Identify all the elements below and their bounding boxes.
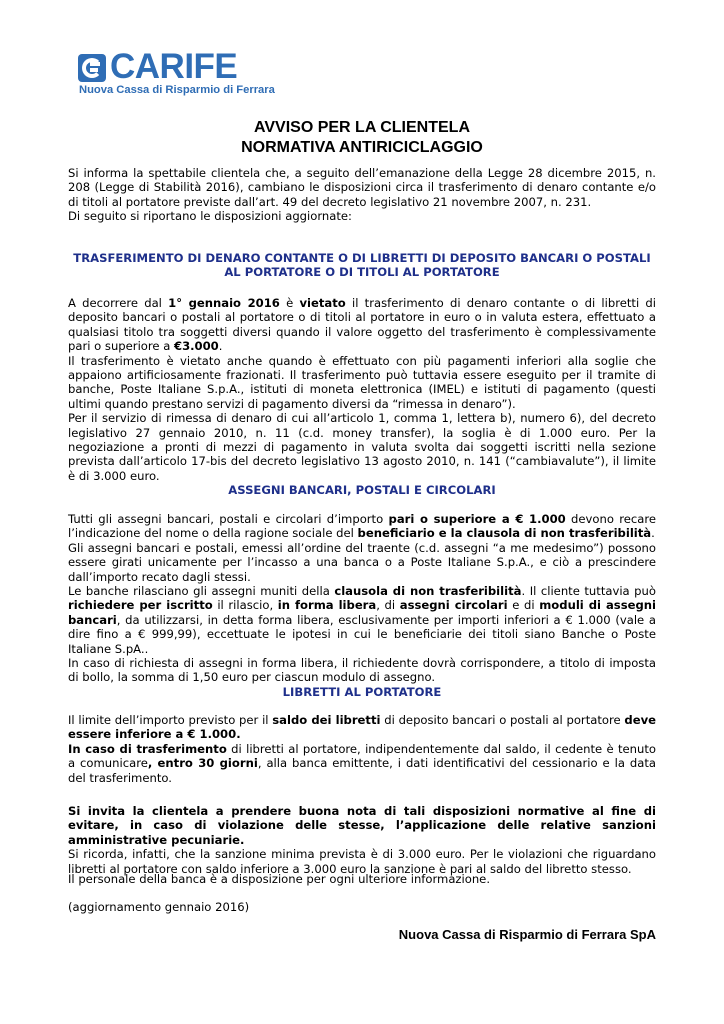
closing-info: Il personale della banca è a disposizione per ogni ulteriore informazione.: [68, 872, 490, 886]
section-heading-passbooks: LIBRETTI AL PORTATORE: [282, 685, 442, 699]
page-title-line1: AVVISO PER LA CLIENTELA: [253, 119, 470, 136]
update-note: (aggiornamento gennaio 2016): [68, 900, 250, 914]
cheques-paragraph-1: Tutti gli assegni bancari, postali e circolari d’importo pari o superiore a € 1.000 devono recare l’indicazione del nome o della ragione sociale del beneficiario e la clausola di non trasferibilità.: [68, 512, 657, 541]
closing-paragraph-1: Si ricorda, infatti, che la sanzione minima prevista è di 3.000 euro. Per le violazioni che riguardano libretti al portatore con saldo inferiore a 3.000 euro la sanzione è pari al saldo del libretto stesso.: [68, 847, 656, 876]
carife-logo: [78, 47, 275, 98]
intro-paragraph-2: Di seguito si riportano le disposizioni aggiornate:: [68, 209, 352, 224]
logo-subtitle: Nuova Cassa di Risparmio di Ferrara: [79, 84, 275, 96]
closing-section: [68, 804, 656, 876]
logo-name: CARIFE: [110, 47, 238, 86]
transfer-paragraph-1: A decorrere dal 1° gennaio 2016 è vietato il trasferimento di denaro contante o di libretti di deposito bancari o postali al portatore o di titoli al portatore in euro o in valuta estera, effettuato a qualsiasi titolo tra soggetti diversi quando il valore oggetto del trasferimento è complessivamente pari o superiore a €3.000.: [68, 296, 656, 354]
carife-logo-icon: [78, 54, 106, 82]
section-passbooks-body: [68, 713, 656, 785]
intro-paragraph: Si informa la spettabile clientela che, a seguito dell’emanazione della Legge 28 dicembre 2015, n. 208 (Legge di Stabilità 2016), cambiano le disposizioni circa il trasferimento di denaro contante e/o di titoli al portatore previste dall’art. 49 del decreto legislativo 21 novembre 2007, n. 231.: [68, 166, 656, 209]
page-title-line2: NORMATIVA ANTIRICICLAGGIO: [241, 139, 483, 156]
cheques-paragraph-3: Le banche rilasciano gli assegni muniti della clausola di non trasferibilità. Il cliente tuttavia può richiedere per iscritto il rilascio, in forma libera, di assegni circolari e di moduli di assegni bancari, da utilizzarsi, in detta forma libera, esclusivamente per importi inferiori a € 1.000 (vale a dire fino a € 999,99), eccettuate le ipotesi in cui le beneficiarie dei titoli siano Banche o Poste Italiane S.pA..: [68, 584, 656, 656]
section-cheques-body: [68, 512, 656, 685]
closing-warning: Si invita la clientela a prendere buona nota di tali disposizioni normative al fine di evitare, in caso di violazione delle stesse, l’applicazione delle relative sanzioni amministrative pecuniarie.: [68, 804, 656, 847]
section-heading-cheques: ASSEGNI BANCARI, POSTALI E CIRCOLARI: [228, 483, 496, 497]
cheques-paragraph-2: Gli assegni bancari e postali, emessi all’ordine del traente (c.d. assegni “a me medesimo”) possono essere girati unicamente per l’incasso a una banca o a Poste Italiane S.p.A., e ciò a prescindere dall’importo recato dagli stessi.: [68, 540, 656, 584]
intro-section: [68, 166, 656, 224]
transfer-paragraph-2: Il trasferimento è vietato anche quando è effettuato con più pagamenti inferiori alla soglie che appaiono artificiosamente frazionati. Il trasferimento può tuttavia essere eseguito per il tramite di banche, Poste Italiane S.p.A., istituti di moneta elettronica (IMEL) e istituti di pagamento (questi ultimi quando prestano servizi di pagamento diversi da “rimessa in denaro”).: [68, 353, 656, 411]
section-heading-transfer: TRASFERIMENTO DI DENARO CONTANTE O DI LIBRETTI DI DEPOSITO BANCARI O POSTALI AL PORTATORE O DI TITOLI AL PORTATORE: [73, 251, 651, 280]
passbooks-paragraph-1: Il limite dell’importo previsto per il saldo dei libretti di deposito bancari o postali al portatore deve essere inferiore a € 1.000.: [68, 713, 656, 742]
passbooks-paragraph-2: In caso di trasferimento di libretti al portatore, indipendentemente dal saldo, il cedente è tenuto a comunicare, entro 30 giorni, alla banca emittente, i dati identificativi del cessionario e la data del trasferimento.: [68, 741, 657, 785]
transfer-paragraph-3: Per il servizio di rimessa di denaro di cui all’articolo 1, comma 1, lettera b), numero 6), del decreto legislativo 27 gennaio 2010, n. 11 (c.d. money transfer), la soglia è di 1.000 euro. Per la negoziazione a pronti di mezzi di pagamento in valuta svolta dai soggetti iscritti nella sezione prevista dall’articolo 17-bis del decreto legislativo 13 agosto 2010, n. 141 (“cambiavalute”), il limite è di 3.000 euro.: [68, 411, 656, 483]
signature: Nuova Cassa di Risparmio di Ferrara SpA: [398, 927, 656, 942]
cheques-paragraph-4: In caso di richiesta di assegni in forma libera, il richiedente dovrà corrispondere, a titolo di imposta di bollo, la somma di 1,50 euro per ciascun modulo di assegno.: [68, 656, 656, 685]
section-transfer-body: [68, 296, 656, 483]
